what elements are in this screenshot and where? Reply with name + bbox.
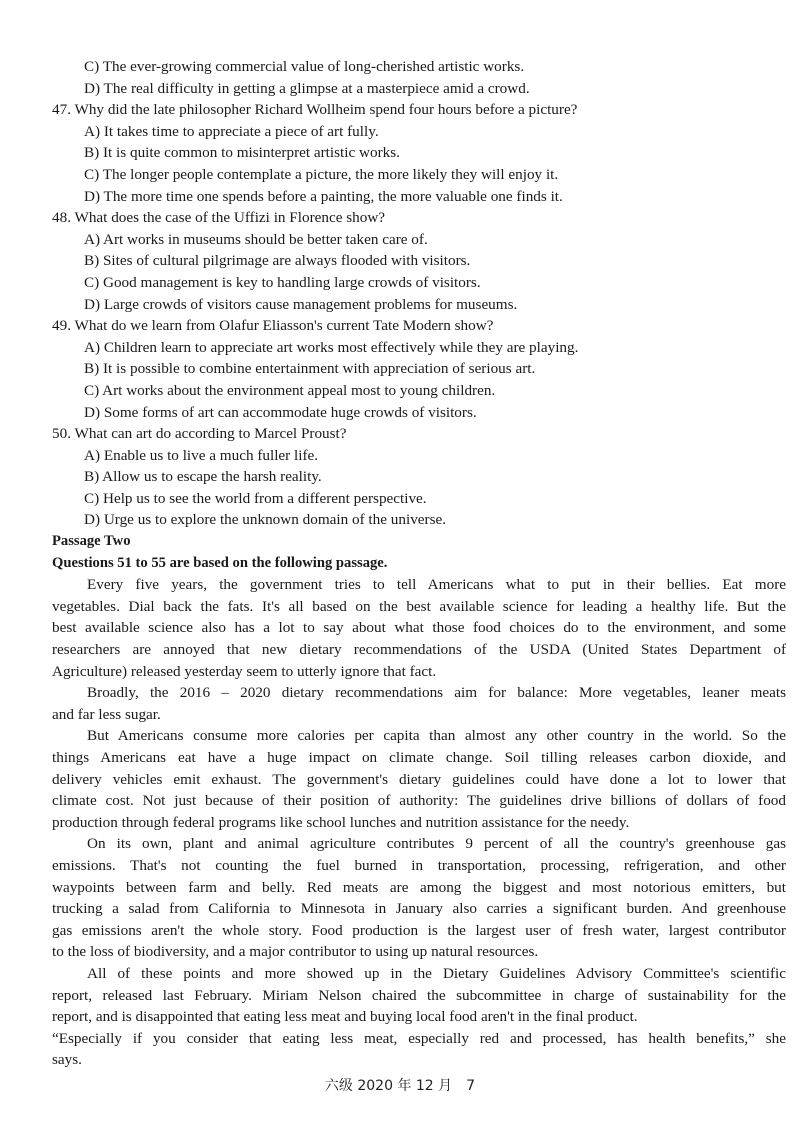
option-49a: A) Children learn to appreciate art works most effectively while they are playing. <box>84 338 579 356</box>
option-49b: B) It is possible to combine entertainment with appreciation of serious art. <box>84 360 536 378</box>
paragraph-line: trucking a salad from California to Minnesota in January also carries a significant burden. And greenhouse <box>52 900 786 918</box>
paragraph-line: But Americans consume more calories per capita than almost any other country in the world. So the <box>87 727 786 745</box>
option-50b: B) Allow us to escape the harsh reality. <box>84 468 322 486</box>
paragraph-line: to the loss of biodiversity, and a major contributor to using up natural resources. <box>52 943 539 961</box>
paragraph-line: vegetables. Dial back the fats. It's all based on the best available science for leading a healthy life. But the <box>52 597 786 615</box>
paragraph-line: Broadly, the 2016 – 2020 dietary recommendations aim for balance: More vegetables, leaner meats <box>87 684 786 702</box>
paragraph-line: gas emissions aren't the whole story. Food production is the largest user of fresh water, largest contributor <box>52 921 786 939</box>
option-49d: D) Some forms of art can accommodate huge crowds of visitors. <box>84 403 477 421</box>
page-content <box>52 56 786 1071</box>
passage-instruction: Questions 51 to 55 are based on the following passage. <box>52 554 388 571</box>
paragraph-line: and far less sugar. <box>52 705 161 723</box>
option-47c: C) The longer people contemplate a picture, the more likely they will enjoy it. <box>84 165 559 183</box>
paragraph-line: Agriculture) released yesterday seem to utterly ignore that fact. <box>52 662 437 680</box>
paragraph-line: emissions. That's not counting the fuel burned in transportation, processing, refrigeration, and other <box>52 856 786 874</box>
page-footer: 六级 2020 年 12 月 7 <box>324 1078 476 1094</box>
option-50c: C) Help us to see the world from a different perspective. <box>84 489 427 507</box>
question-47: 47. Why did the late philosopher Richard Wollheim spend four hours before a picture? <box>52 101 578 119</box>
option-50d: D) Urge us to explore the unknown domain of the universe. <box>84 511 447 529</box>
paragraph-line: says. <box>52 1051 82 1069</box>
option-47a: A) It takes time to appreciate a piece of art fully. <box>84 122 379 140</box>
paragraph-3 <box>52 725 786 833</box>
paragraph-1 <box>52 574 786 682</box>
paragraph-line: “Especially if you consider that eating less meat, especially red and processed, has health benefits,” she <box>52 1029 786 1047</box>
paragraph-4 <box>52 833 786 963</box>
paragraph-2 <box>52 682 786 725</box>
paragraph-line: delivery vehicles emit exhaust. The government's dietary guidelines could have done a lot to lower that <box>52 770 786 788</box>
option-46d: D) The real difficulty in getting a glimpse at a masterpiece amid a crowd. <box>84 79 530 97</box>
passage-title: Passage Two <box>52 533 131 550</box>
paragraph-line: waypoints between farm and belly. Red meats are among the biggest and most notorious emitters, but <box>52 878 786 896</box>
question-50: 50. What can art do according to Marcel Proust? <box>52 425 347 443</box>
option-48c: C) Good management is key to handling large crowds of visitors. <box>84 273 481 291</box>
option-50a: A) Enable us to live a much fuller life. <box>84 446 319 464</box>
option-48a: A) Art works in museums should be better taken care of. <box>84 230 428 248</box>
question-49: 49. What do we learn from Olafur Eliasson's current Tate Modern show? <box>52 317 494 335</box>
paragraph-line: On its own, plant and animal agriculture contributes 9 percent of all the country's greenhouse gas <box>87 835 786 853</box>
paragraph-line: best available science also has a lot to say about what those food choices do to the environment, and some <box>52 619 786 637</box>
option-48b: B) Sites of cultural pilgrimage are always flooded with visitors. <box>84 252 471 270</box>
option-49c: C) Art works about the environment appeal most to young children. <box>84 381 496 399</box>
paragraph-line: things Americans eat have a huge impact on climate change. Soil tilling releases carbon dioxide, and <box>52 749 786 766</box>
paragraph-line: report, and is disappointed that eating less meat and buying local food aren't in the final product. <box>52 1008 638 1026</box>
paragraph-line: researchers are annoyed that new dietary recommendations of the USDA (United States Department of <box>52 641 786 659</box>
option-47b: B) It is quite common to misinterpret artistic works. <box>84 144 400 162</box>
paragraph-line: All of these points and more showed up in the Dietary Guidelines Advisory Committee's scientific <box>87 964 786 982</box>
option-48d: D) Large crowds of visitors cause management problems for museums. <box>84 295 518 313</box>
paragraph-5 <box>52 963 786 1071</box>
option-46c: C) The ever-growing commercial value of long-cherished artistic works. <box>84 58 525 75</box>
option-47d: D) The more time one spends before a painting, the more valuable one finds it. <box>84 187 563 205</box>
paragraph-line: Every five years, the government tries to tell Americans what to put in their bellies. Eat more <box>87 576 786 594</box>
question-48: 48. What does the case of the Uffizi in Florence show? <box>52 209 386 227</box>
paragraph-line: report, released last February. Miriam Nelson chaired the subcommittee in charge of sustainability for the <box>52 986 786 1004</box>
paragraph-line: climate cost. Not just because of their position of authority: The guidelines drive billions of dollars of food <box>52 792 786 810</box>
paragraph-line: production through federal programs like school lunches and nutrition assistance for the needy. <box>52 813 630 831</box>
